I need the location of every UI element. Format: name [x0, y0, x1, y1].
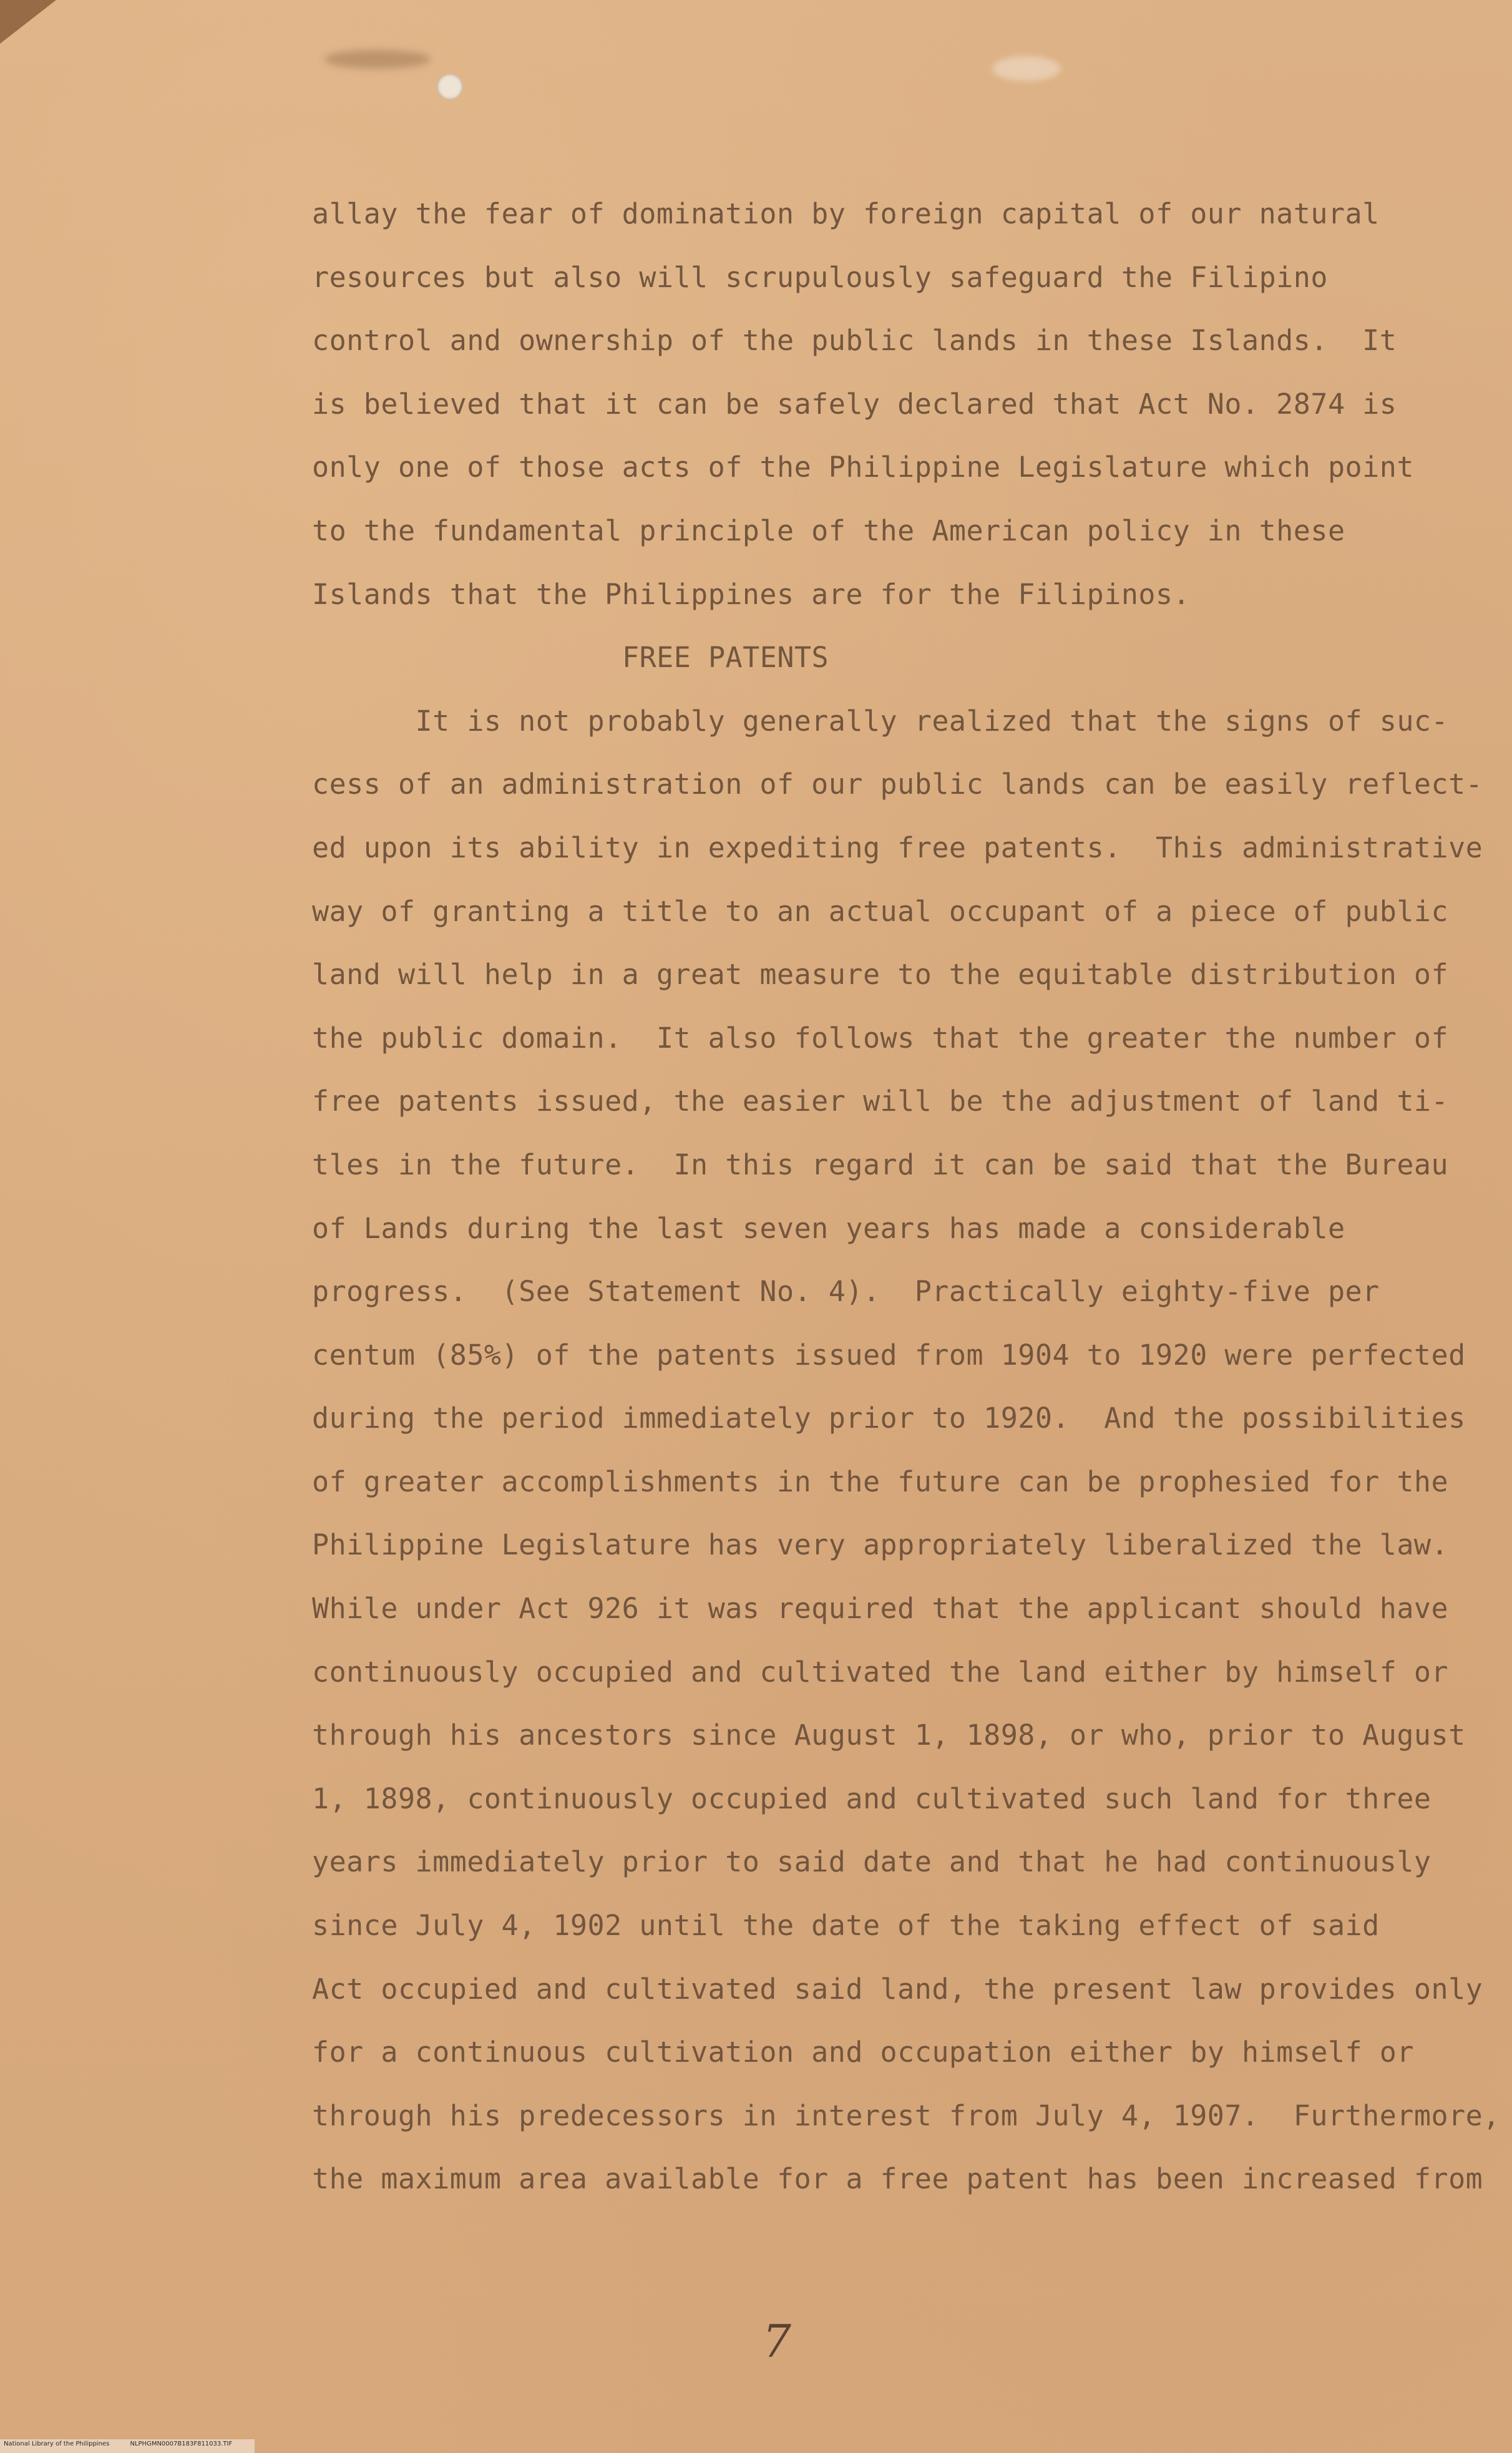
text-line: the public domain. It also follows that the greater the number of — [312, 1021, 1449, 1055]
text-line: continuously occupied and cultivated the land either by himself or — [312, 1655, 1449, 1689]
text-line: through his predecessors in interest from July 4, 1907. Furthermore, — [312, 2099, 1500, 2132]
punch-hole — [437, 74, 463, 100]
text-line: Act occupied and cultivated said land, the present law provides only — [312, 1972, 1483, 2006]
section-heading: FREE PATENTS — [622, 641, 829, 675]
typed-text-body — [312, 182, 1500, 2211]
footer-file-id: NLPHGMN0007B183F811033.TIF — [130, 2441, 233, 2447]
paper-stain — [992, 56, 1061, 81]
text-line: free patents issued, the easier will be the adjustment of land ti- — [312, 1085, 1449, 1118]
text-line: for a continuous cultivation and occupation either by himself or — [312, 2036, 1414, 2069]
text-line: during the period immediately prior to 1920. And the possibilities — [312, 1402, 1466, 1435]
text-line: It is not probably generally realized that the signs of suc- — [312, 704, 1449, 738]
text-line: Islands that the Philippines are for the Filipinos. — [312, 577, 1191, 611]
paper-stain — [324, 50, 431, 69]
text-line: progress. (See Statement No. 4). Practically eighty-five per — [312, 1275, 1380, 1309]
text-line: way of granting a title to an actual occupant of a piece of public — [312, 894, 1449, 928]
text-line: to the fundamental principle of the American policy in these — [312, 514, 1345, 547]
footer-library: National Library of the Philippines — [4, 2441, 110, 2447]
text-line: allay the fear of domination by foreign capital of our natural — [312, 197, 1380, 230]
text-line: tles in the future. In this regard it can be said that the Bureau — [312, 1148, 1449, 1181]
text-line: since July 4, 1902 until the date of the taking effect of said — [312, 1909, 1380, 1943]
text-line: centum (85%) of the patents issued from 1904 to 1920 were perfected — [312, 1338, 1466, 1372]
text-line: through his ancestors since August 1, 1898, or who, prior to August — [312, 1719, 1466, 1752]
folded-corner — [0, 0, 56, 44]
text-line: cess of an administration of our public lands can be easily reflect- — [312, 768, 1483, 801]
text-line: control and ownership of the public lands in these Islands. It — [312, 324, 1397, 358]
text-line: resources but also will scrupulously safeguard the Filipino — [312, 260, 1328, 294]
text-line: 1, 1898, continuously occupied and cultivated such land for three — [312, 1782, 1432, 1815]
text-line: of Lands during the last seven years has made a considerable — [312, 1211, 1345, 1245]
page-number: 7 — [763, 2315, 791, 2368]
text-line: of greater accomplishments in the future can be prophesied for the — [312, 1465, 1449, 1498]
text-line: the maximum area available for a free patent has been increased from — [312, 2162, 1483, 2196]
text-line: While under Act 926 it was required that the applicant should have — [312, 1592, 1449, 1626]
text-line: is believed that it can be safely declared that Act No. 2874 is — [312, 387, 1397, 421]
text-line: land will help in a great measure to the equitable distribution of — [312, 958, 1449, 992]
text-line: ed upon its ability in expediting free patents. This administrative — [312, 831, 1483, 864]
text-line: only one of those acts of the Philippine Legislature which point — [312, 451, 1414, 484]
text-line: Philippine Legislature has very appropriately liberalized the law. — [312, 1528, 1449, 1562]
text-line: years immediately prior to said date and that he had continuously — [312, 1845, 1432, 1879]
scan-footer — [0, 2439, 255, 2453]
